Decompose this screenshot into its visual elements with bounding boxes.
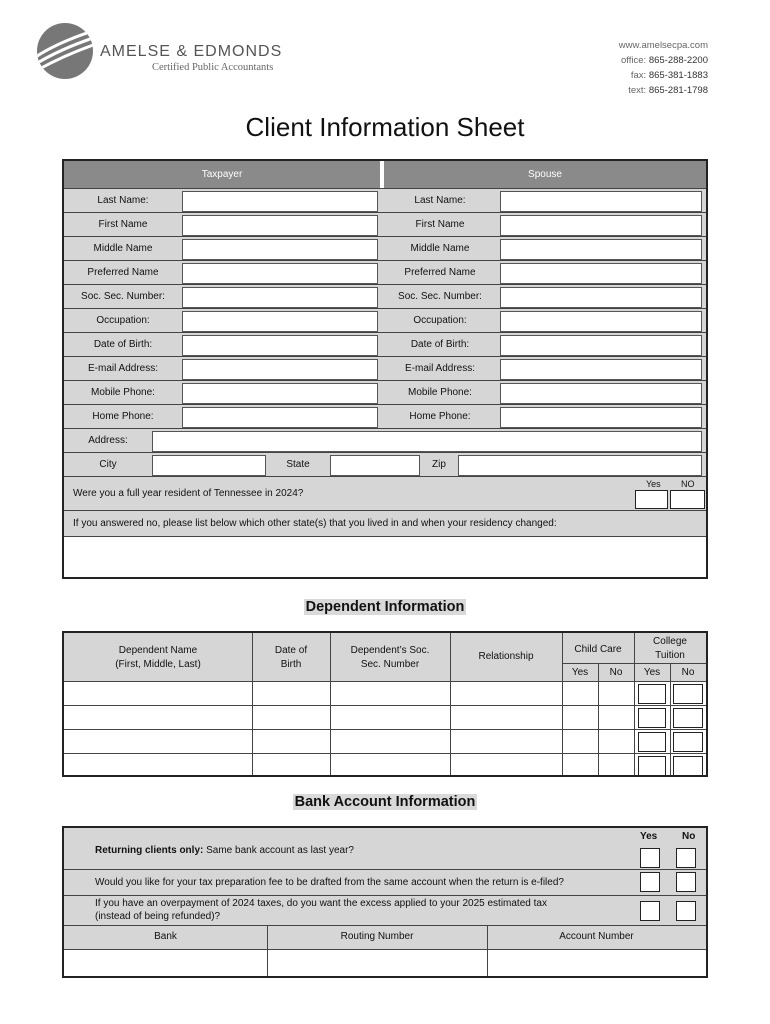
- firm-name: AMELSE & EDMONDS: [100, 43, 283, 60]
- dependent-table: [62, 631, 708, 777]
- taxpayer-field-label: Last Name:: [97, 195, 149, 206]
- col-date-of-birth: Date of Birth: [274, 645, 308, 670]
- table-row[interactable]: [64, 729, 706, 753]
- table-row[interactable]: [64, 705, 706, 729]
- taxpayer-field-input[interactable]: [182, 191, 378, 212]
- fax-number: 865-381-1883: [648, 70, 708, 81]
- firm-logo-icon: [36, 22, 94, 80]
- table-row[interactable]: [64, 753, 706, 777]
- resident-yes-label: Yes: [646, 479, 661, 489]
- office-phone: 865-288-2200: [648, 55, 708, 66]
- client-field-row: [64, 308, 706, 332]
- client-field-row: [64, 380, 706, 404]
- taxpayer-field-input[interactable]: [182, 239, 378, 260]
- spouse-field-label: Home Phone:: [409, 411, 471, 422]
- text-number: 865-281-1798: [648, 85, 708, 96]
- bank-q3-no-checkbox[interactable]: [676, 901, 696, 921]
- college-no-checkbox[interactable]: [673, 684, 703, 704]
- spouse-field-label: First Name: [415, 219, 465, 230]
- spouse-field-label: Occupation:: [413, 315, 467, 326]
- spouse-field-label: Date of Birth:: [410, 339, 470, 350]
- college-no-checkbox[interactable]: [673, 732, 703, 752]
- client-field-row: [64, 404, 706, 428]
- website: www.amelsecpa.com: [618, 40, 708, 51]
- taxpayer-field-input[interactable]: [182, 407, 378, 428]
- college-yes-checkbox[interactable]: [638, 756, 666, 776]
- col-dependent-name: Dependent Name (First, Middle, Last): [115, 645, 201, 670]
- client-field-row: [64, 332, 706, 356]
- bank-q2: Would you like for your tax preparation fee to be drafted from the same account when the return is e-filed?: [95, 877, 564, 888]
- resident-yes-checkbox[interactable]: [635, 490, 668, 509]
- spouse-field-input[interactable]: [500, 359, 702, 380]
- spouse-header: Spouse: [382, 161, 706, 188]
- bank-q1-no-checkbox[interactable]: [676, 848, 696, 868]
- col-relationship: Relationship: [478, 651, 534, 662]
- contact-block: [619, 38, 708, 98]
- college-no-checkbox[interactable]: [673, 756, 703, 776]
- taxpayer-field-label: Preferred Name: [87, 267, 159, 278]
- taxpayer-field-input[interactable]: [182, 383, 378, 404]
- resident-no-label: NO: [681, 479, 695, 489]
- spouse-field-input[interactable]: [500, 311, 702, 332]
- taxpayer-field-input[interactable]: [182, 359, 378, 380]
- account-number-field[interactable]: [488, 949, 706, 976]
- zip-label: Zip: [432, 459, 446, 470]
- bank-q3-yes-checkbox[interactable]: [640, 901, 660, 921]
- state-label: State: [286, 459, 310, 470]
- bank-q2-row: [64, 869, 706, 895]
- resident-no-checkbox[interactable]: [670, 490, 705, 509]
- college-yes-checkbox[interactable]: [638, 684, 666, 704]
- office-label: office:: [621, 55, 647, 66]
- client-field-row: [64, 260, 706, 284]
- spouse-field-input[interactable]: [500, 263, 702, 284]
- client-field-row: [64, 236, 706, 260]
- taxpayer-field-label: Home Phone:: [92, 411, 154, 422]
- taxpayer-field-input[interactable]: [182, 335, 378, 356]
- spouse-field-input[interactable]: [500, 407, 702, 428]
- address-row: [64, 428, 706, 452]
- college-no-checkbox[interactable]: [673, 708, 703, 728]
- bank-q1-row: [64, 828, 706, 869]
- spouse-field-label: Preferred Name: [404, 267, 476, 278]
- college-yes-checkbox[interactable]: [638, 732, 666, 752]
- fax-label: fax:: [630, 70, 647, 81]
- col-child-care: Child Care: [574, 644, 622, 655]
- col-bank: Bank: [154, 931, 177, 942]
- bank-q2-yes-checkbox[interactable]: [640, 872, 660, 892]
- bank-yes-label: Yes: [640, 831, 658, 842]
- address-field[interactable]: [152, 431, 702, 452]
- taxpayer-field-label: Date of Birth:: [93, 339, 153, 350]
- taxpayer-field-input[interactable]: [182, 215, 378, 236]
- taxpayer-header: Taxpayer: [64, 161, 380, 188]
- client-field-row: [64, 188, 706, 212]
- spouse-field-label: Last Name:: [414, 195, 466, 206]
- col-routing-number: Routing Number: [340, 931, 414, 942]
- spouse-field-label: E-mail Address:: [404, 363, 476, 374]
- bank-no-label: No: [682, 831, 696, 842]
- spouse-field-input[interactable]: [500, 239, 702, 260]
- firm-subtitle: Certified Public Accountants: [152, 62, 274, 73]
- col-college-tuition: College Tuition: [653, 636, 687, 661]
- table-row[interactable]: [64, 681, 706, 705]
- routing-number-field[interactable]: [268, 949, 487, 976]
- taxpayer-field-label: Middle Name: [93, 243, 153, 254]
- city-label: City: [99, 459, 117, 470]
- taxpayer-field-label: E-mail Address:: [87, 363, 159, 374]
- residency-details-field[interactable]: [64, 536, 706, 577]
- spouse-field-input[interactable]: [500, 215, 702, 236]
- spouse-field-input[interactable]: [500, 335, 702, 356]
- client-field-row: [64, 284, 706, 308]
- col-account-number: Account Number: [559, 931, 634, 942]
- taxpayer-field-label: First Name: [98, 219, 148, 230]
- state-field[interactable]: [330, 455, 420, 476]
- spouse-field-input[interactable]: [500, 383, 702, 404]
- bank-q3-line1: If you have an overpayment of 2024 taxes, do you want the excess applied to your 2025 estimated tax: [95, 898, 547, 909]
- bank-q3-line2: (instead of being refunded)?: [95, 911, 221, 922]
- taxpayer-field-label: Mobile Phone:: [91, 387, 155, 398]
- client-field-row: [64, 212, 706, 236]
- college-yes-label: Yes: [643, 667, 661, 678]
- spouse-field-input[interactable]: [500, 287, 702, 308]
- text-label: text:: [628, 85, 647, 96]
- dependent-section-title: Dependent Information: [305, 599, 465, 615]
- bank-columns-header: [64, 925, 706, 949]
- spouse-field-input[interactable]: [500, 191, 702, 212]
- spouse-field-label: Middle Name: [410, 243, 470, 254]
- child-care-yes-label: Yes: [571, 667, 589, 678]
- taxpayer-field-label: Soc. Sec. Number:: [81, 291, 165, 302]
- city-row: [64, 452, 706, 476]
- college-yes-checkbox[interactable]: [638, 708, 666, 728]
- bank-q3-row: [64, 895, 706, 925]
- spouse-field-label: Soc. Sec. Number:: [398, 291, 482, 302]
- bank-table: [62, 826, 708, 978]
- address-label: Address:: [88, 435, 128, 446]
- bank-section-title: Bank Account Information: [294, 794, 476, 810]
- bank-name-field[interactable]: [64, 949, 267, 976]
- residency-note: If you answered no, please list below which other state(s) that you lived in and when your residency changed:: [73, 518, 557, 529]
- child-care-no-label: No: [609, 667, 623, 678]
- resident-question-row: [64, 476, 706, 510]
- col-dependent-ssn: Dependent’s Soc. Sec. Number: [350, 645, 430, 670]
- residency-note-row: [64, 510, 706, 536]
- bank-q2-no-checkbox[interactable]: [676, 872, 696, 892]
- taxpayer-field-input[interactable]: [182, 263, 378, 284]
- spouse-field-label: Mobile Phone:: [408, 387, 472, 398]
- bank-q1: Returning clients only: Same bank account as last year?: [95, 845, 354, 856]
- resident-question: Were you a full year resident of Tennessee in 2024?: [73, 488, 304, 499]
- client-info-section: [62, 159, 708, 579]
- college-no-label: No: [681, 667, 695, 678]
- zip-field[interactable]: [458, 455, 702, 476]
- taxpayer-field-label: Occupation:: [96, 315, 150, 326]
- city-field[interactable]: [152, 455, 266, 476]
- client-field-row: [64, 356, 706, 380]
- page-title: Client Information Sheet: [245, 112, 525, 142]
- bank-q1-yes-checkbox[interactable]: [640, 848, 660, 868]
- taxpayer-field-input[interactable]: [182, 287, 378, 308]
- taxpayer-field-input[interactable]: [182, 311, 378, 332]
